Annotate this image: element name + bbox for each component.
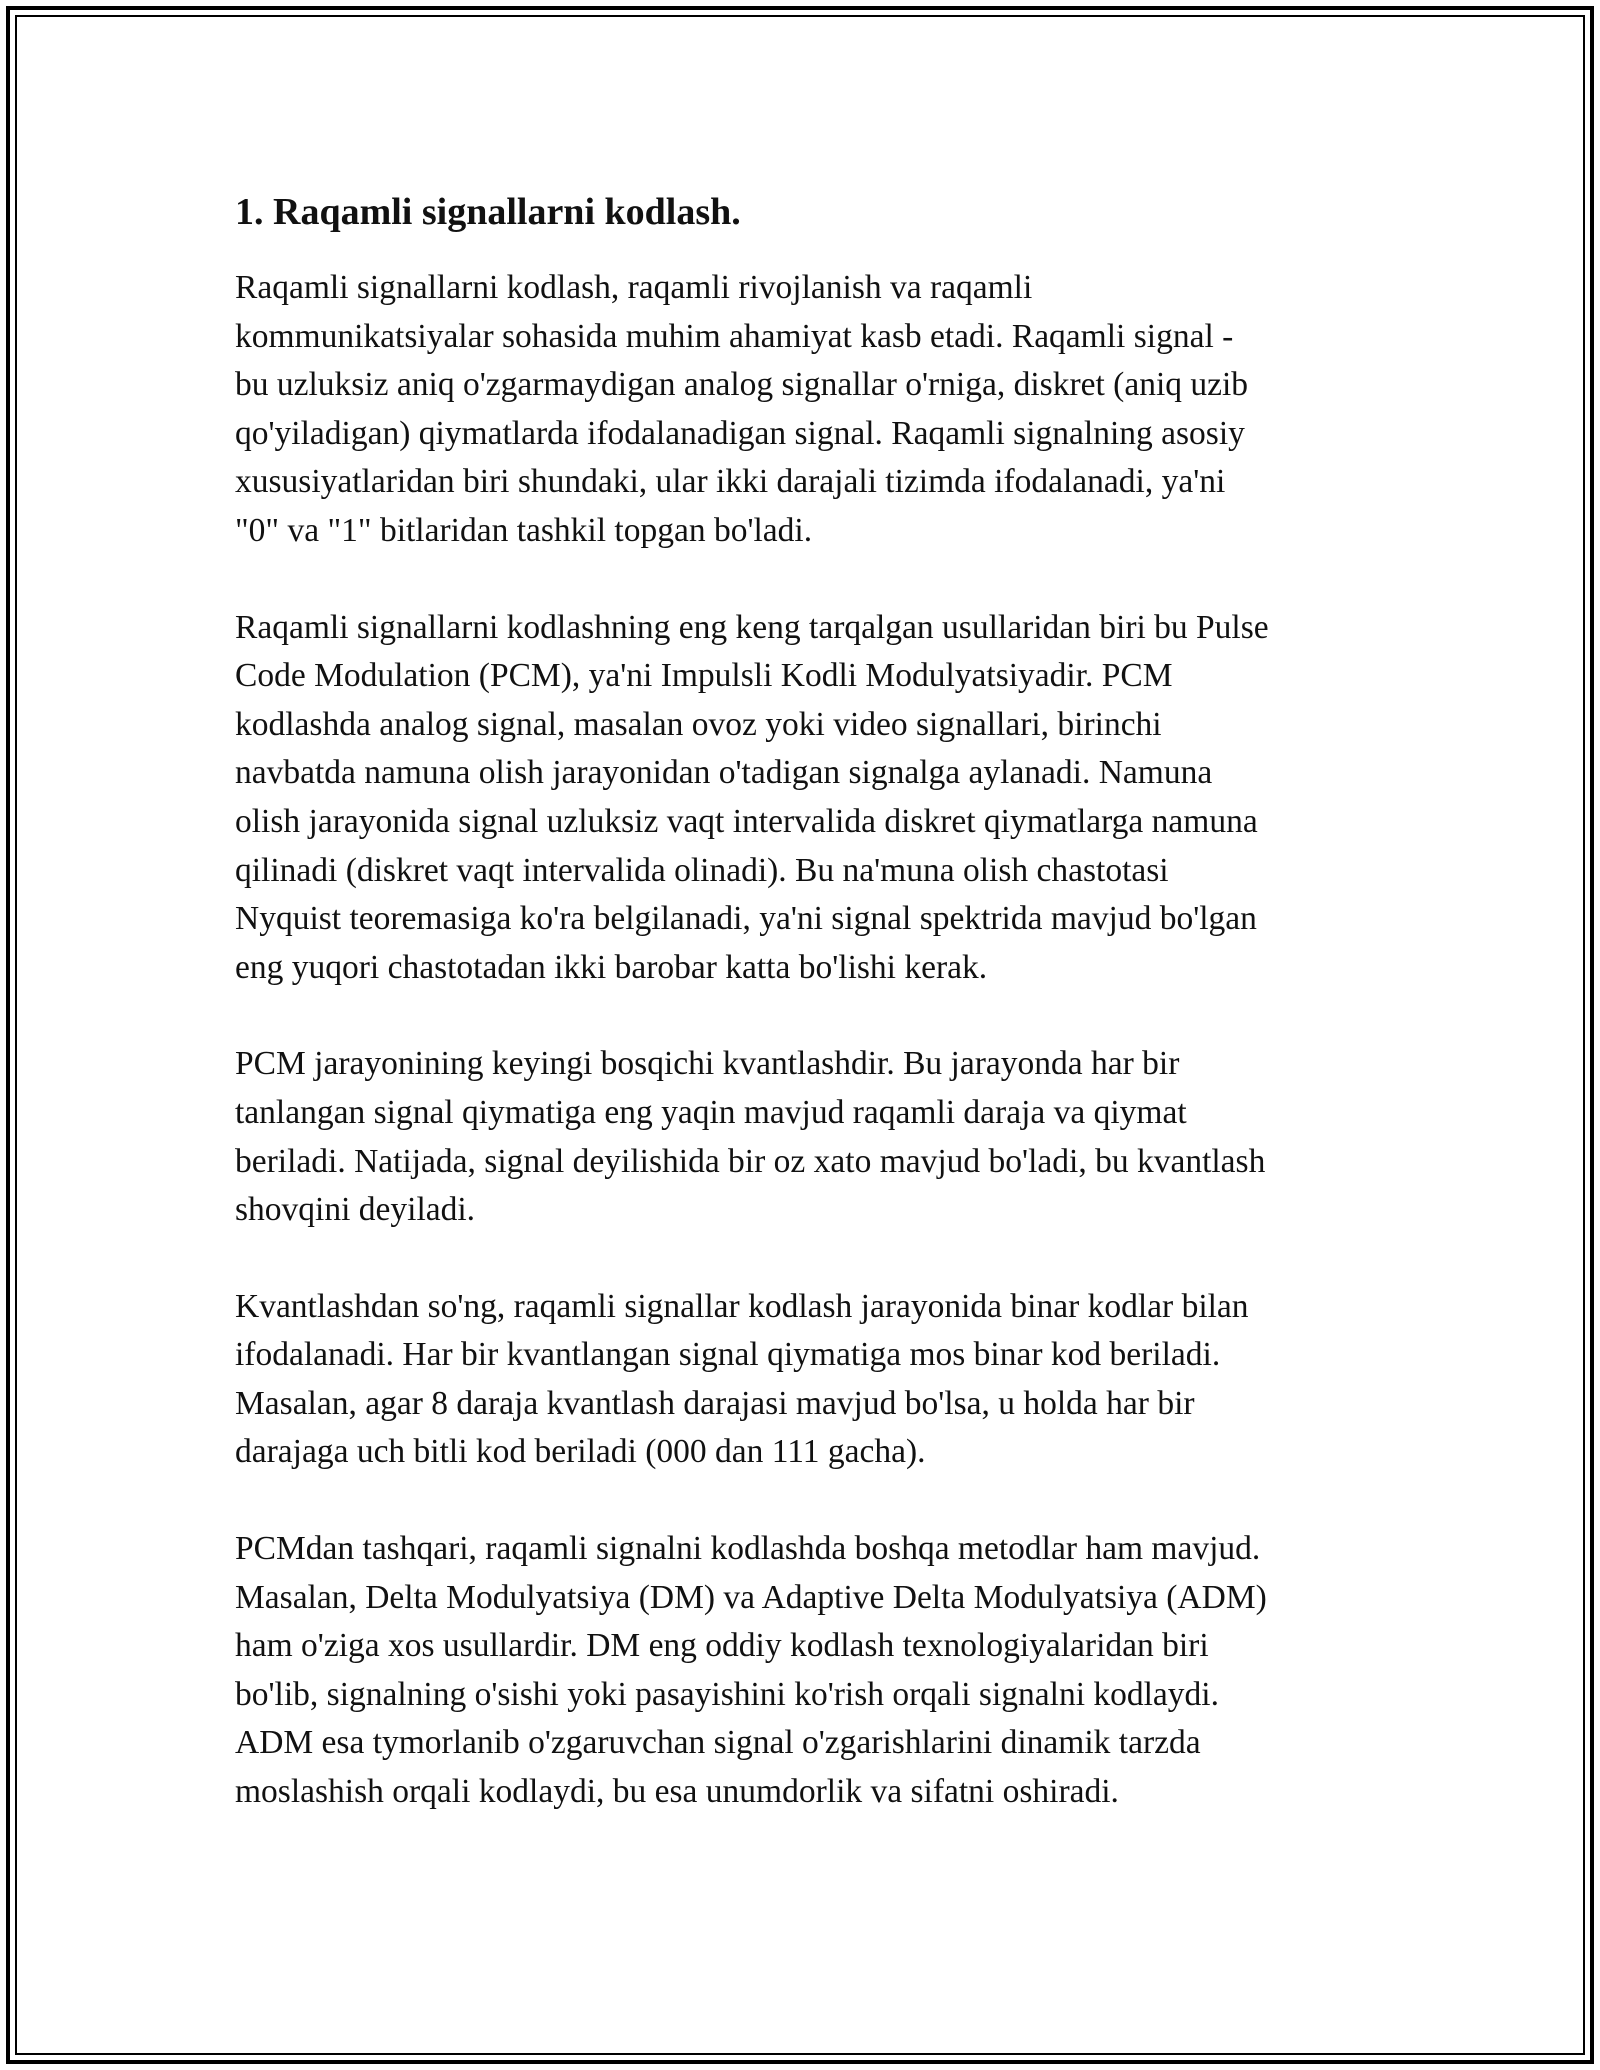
paragraph-other-methods: PCMdan tashqari, raqamli signalni kodlashda boshqa metodlar ham mavjud. Masalan, Delta Modulyatsiya (DM) va Adaptive Delta Modulyatsiya (ADM) ham o'ziga xos usullardir. DM eng oddiy kodlash texnologiyalaridan biri bo'lib, signalning o'sishi yoki pasayishini ko'rish orqali signalni kodlaydi. ADM esa tymorlanib o'zgaruvchan signal o'zgarishlarini dinamik tarzda moslashish orqali kodlaydi, bu esa unumdorlik va sifatni oshiradi. (235, 1530, 1267, 1811)
paragraph-quantization: PCM jarayonining keyingi bosqichi kvantlashdir. Bu jarayonda har bir tanlangan signal qiymatiga eng yaqin mavjud raqamli daraja va qiymat beriladi. Natijada, signal deyilishida bir oz xato mavjud bo'ladi, bu kvantlash shovqini deyiladi. (235, 1045, 1266, 1229)
paragraph-binary-coding: Kvantlashdan so'ng, raqamli signallar kodlash jarayonida binar kodlar bilan ifodalanadi. Har bir kvantlangan signal qiymatiga mos binar kod beriladi. Masalan, agar 8 daraja kvantlash darajasi mavjud bo'lsa, u holda har bir darajaga uch bitli kod beriladi (000 dan 111 gacha). (235, 1287, 1249, 1471)
section-heading: 1. Raqamli signallarni kodlash. (235, 191, 741, 233)
paragraph-intro: Raqamli signallarni kodlash, raqamli rivojlanish va raqamli kommunikatsiyalar sohasida muhim ahamiyat kasb etadi. Raqamli signal - bu uzluksiz aniq o'zgarmaydigan analog signallar o'rniga, diskret (aniq uzib qo'yiladigan) qiymatlarda ifodalanadigan signal. Raqamli signalning asosiy xususiyatlaridan biri shundaki, ular ikki darajali tizimda ifodalanadi, ya'ni "0" va "1" bitlaridan tashkil topgan bo'ladi. (235, 269, 1249, 549)
paragraph-pcm: Raqamli signallarni kodlashning eng keng tarqalgan usullaridan biri bu Pulse Code Modulation (PCM), ya'ni Impulsli Kodli Modulyatsiyadir. PCM kodlashda analog signal, masalan ovoz yoki video signallari, birinchi navbatda namuna olish jarayonidan o'tadigan signalga aylanadi. Namuna olish jarayonida signal uzluksiz vaqt intervalida diskret qiymatlarga namuna qilinadi (diskret vaqt intervalida olinadi). Bu na'muna olish chastotasi Nyquist teoremasiga ko'ra belgilanadi, ya'ni signal spektrida mavjud bo'lgan eng yuqori chastotadan ikki barobar katta bo'lishi kerak. (235, 608, 1269, 986)
document-body (235, 186, 1375, 1865)
